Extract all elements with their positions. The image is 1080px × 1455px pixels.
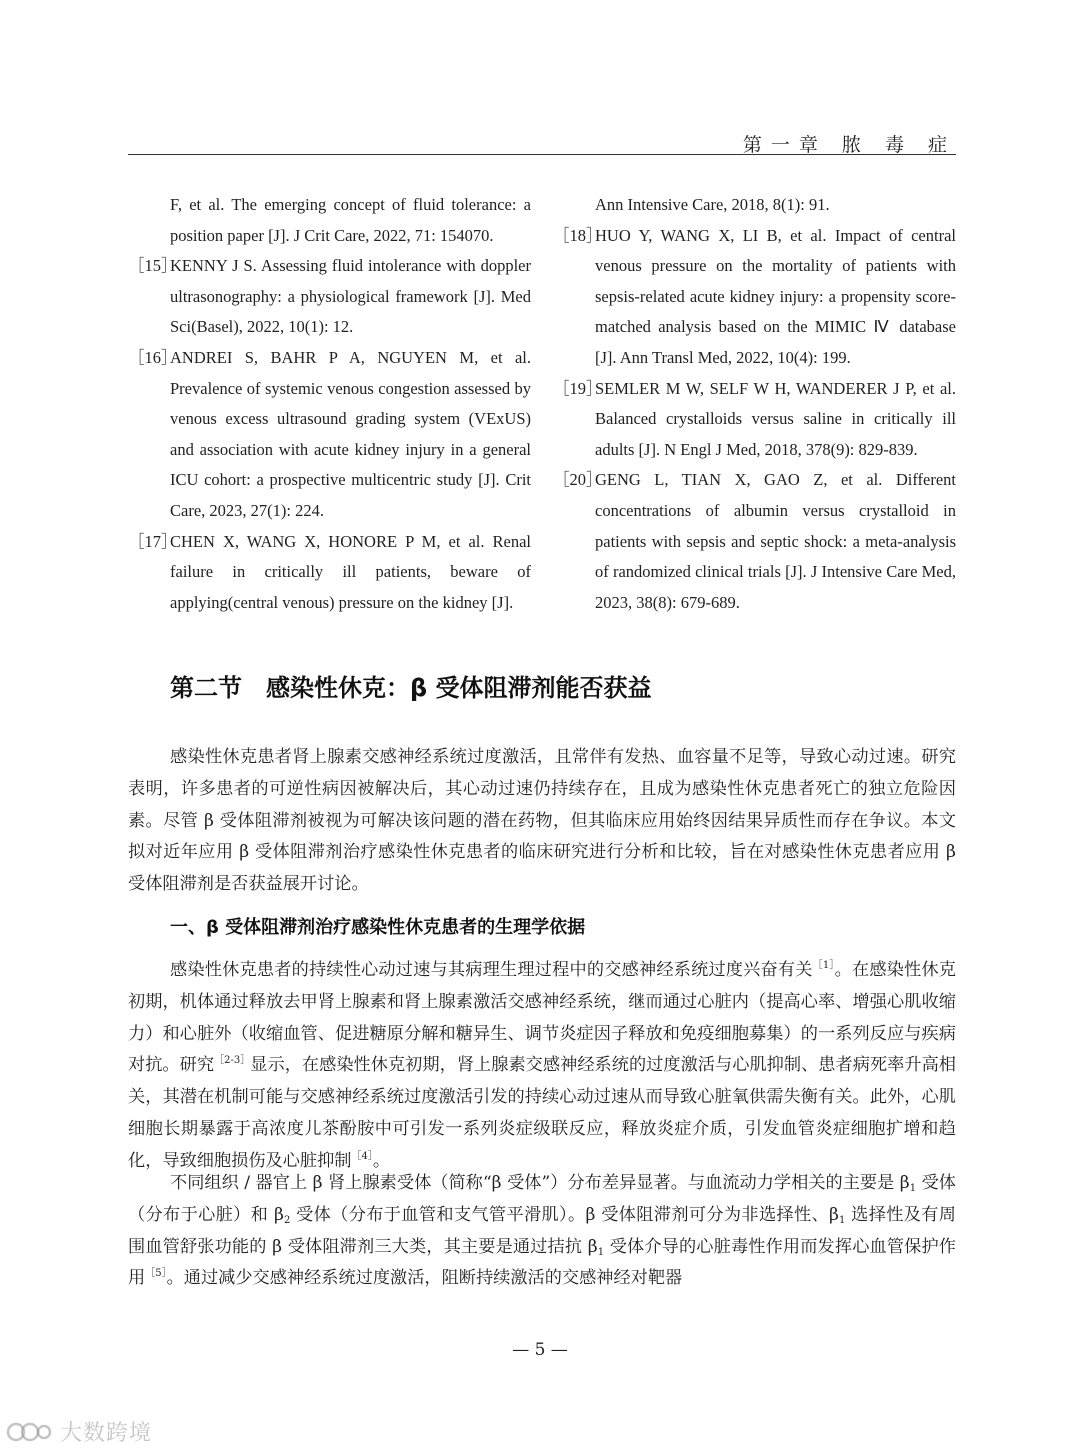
- paragraph-text: 。: [372, 1150, 391, 1171]
- watermark-text: 大数跨境: [60, 1421, 153, 1446]
- paragraph-text: 。在感染性休克初期，机体通过释放去甲肾上腺素和肾上腺素激活交感神经系统，继而通过心脏内（提高心率、增强心肌收缩力）和心脏外（收缩血管、促进糖原分解和糖异生、调节炎症因子释放和免疫细胞募集）的一系列反应与疾病对抗。研究: [128, 960, 956, 1076]
- section-title-text: 感染性休克：β 受体阻滞剂能否获益: [266, 674, 652, 702]
- subscript: 1: [909, 1183, 917, 1194]
- watermark: [6, 1416, 152, 1447]
- paragraph-text: 显示，在感染性休克初期，肾上腺素交感神经系统的过度激活与心肌抑制、患者病死率升高相关，其潜在机制可能与交感神经系统过度激活引发的持续心动过速从而导致心脏氧供需失衡有关。此外，心肌细胞长期暴露于高浓度儿茶酚胺中可引发一系列炎症级联反应，释放炎症介质，引发血管炎症细胞扩增和趋化，导致细胞损伤及心脏抑制: [128, 1055, 956, 1171]
- paragraph-text: 受体（分布于血管和支气管平滑肌）。β 受体阻滞剂可分为非选择性、β: [290, 1204, 839, 1225]
- header-rule: [128, 154, 956, 155]
- reference-item: [128, 343, 531, 527]
- reference-text: CHEN X, WANG X, HONORE P M, et al. Renal failure in critically ill patients, beware of applying(central venous) pressure on the kidney [J].: [170, 531, 531, 612]
- intro-paragraph: 感染性休克患者肾上腺素交感神经系统过度激活，且常伴有发热、血容量不足等，导致心动过速。研究表明，许多患者的可逆性病因被解决后，其心动过速仍持续存在，且成为感染性休克患者死亡的独立危险因素。尽管 β 受体阻滞剂被视为可解决该问题的潜在药物，但其临床应用始终因结果异质性而存在争议。本文拟对近年应用 β 受体阻滞剂治疗感染性休克患者的临床研究进行分析和比较，旨在对感染性休克患者应用 β 受体阻滞剂是否获益展开讨论。: [128, 747, 956, 895]
- reference-item: [553, 190, 956, 221]
- page-number: — 5 —: [512, 1340, 568, 1360]
- reference-number: ［19］: [553, 378, 603, 398]
- reference-item: [553, 221, 956, 374]
- paragraph-text: 不同组织 / 器官上 β 肾上腺素受体（简称“β 受体”）分布差异显著。与血流动力学相关的主要是 β: [170, 1173, 910, 1193]
- section-number: 第二节: [170, 674, 242, 702]
- references-left-column: [128, 190, 531, 618]
- reference-text: HUO Y, WANG X, LI B, et al. Impact of central venous pressure on the mortality of patients with sepsis-related acute kidney injury: a propensity score-matched analysis based on the MIMIC Ⅳ database [J]. Ann Transl Med, 2022, 10(4): 199.: [595, 225, 956, 367]
- reference-number: ［16］: [128, 347, 178, 367]
- reference-number: ［18］: [553, 225, 603, 245]
- reference-item: [128, 190, 531, 251]
- reference-number: ［17］: [128, 531, 178, 551]
- watermark-logo-icon: [6, 1419, 52, 1445]
- reference-text: GENG L, TIAN X, GAO Z, et al. Different concentrations of albumin versus crystalloid in patients with sepsis and septic shock: a meta-analysis of randomized clinical trials [J]. J Intensive Care Med, 2023, 38(8): 679-689.: [595, 470, 956, 612]
- chapter-header-title: 第一章 脓 毒 症: [742, 134, 956, 156]
- paragraph-text: 受体（分布于心脏）和 β: [128, 1173, 956, 1225]
- reference-number: ［20］: [553, 470, 603, 490]
- citation-marker: ［5］: [145, 1268, 167, 1280]
- body-paragraph-receptors: [128, 1168, 956, 1295]
- subscript: 1: [597, 1246, 605, 1258]
- subscript: 2: [283, 1214, 291, 1226]
- paragraph-text: 感染性休克患者的持续性心动过速与其病理生理过程中的交感神经系统过度兴奋有关: [170, 960, 813, 980]
- references-right-column: [553, 190, 956, 618]
- reference-item: [553, 465, 956, 618]
- reference-text: F, et al. The emerging concept of fluid tolerance: a position paper [J]. J Crit Care, 2022, 71: 154070.: [170, 195, 531, 245]
- paragraph-text: 受体介导的心脏毒性作用而发挥心血管保护作用: [128, 1236, 956, 1289]
- reference-item: [128, 527, 531, 619]
- citation-marker: ［4］: [351, 1150, 373, 1162]
- reference-number: ［15］: [128, 256, 178, 276]
- references-section: [128, 190, 956, 618]
- reference-text: KENNY J S. Assessing fluid intolerance with doppler ultrasonography: a physiological framework [J]. Med Sci(Basel), 2022, 10(1): 12.: [170, 256, 531, 337]
- reference-text: Ann Intensive Care, 2018, 8(1): 91.: [595, 195, 830, 214]
- paragraph-text: 选择性及有周围血管舒张功能的 β 受体阻滞剂三大类，其主要是通过拮抗 β: [128, 1204, 956, 1257]
- subscript: 1: [839, 1214, 846, 1226]
- reference-text: ANDREI S, BAHR P A, NGUYEN M, et al. Prevalence of systemic venous congestion assessed by venous excess ultrasound grading system (VExUS) and association with acute kidney injury in a general ICU cohort: a prospective multicentric study [J]. Crit Care, 2023, 27(1): 224.: [170, 347, 531, 520]
- section-heading: [170, 668, 652, 703]
- citation-marker: ［1］: [812, 960, 835, 971]
- paragraph-text: 。通过减少交感神经系统过度激活，阻断持续激活的交感神经对靶器: [166, 1268, 683, 1289]
- body-paragraph-physiology: [128, 955, 956, 1178]
- reference-item: [553, 374, 956, 466]
- reference-item: [128, 251, 531, 343]
- reference-text: SEMLER M W, SELF W H, WANDERER J P, et al. Balanced crystalloids versus saline in critically ill adults [J]. N Engl J Med, 2018, 378(9): 829-839.: [595, 378, 956, 459]
- citation-marker: ［2-3］: [214, 1055, 251, 1067]
- subsection-heading: 一、β 受体阻滞剂治疗感染性休克患者的生理学依据: [170, 917, 586, 938]
